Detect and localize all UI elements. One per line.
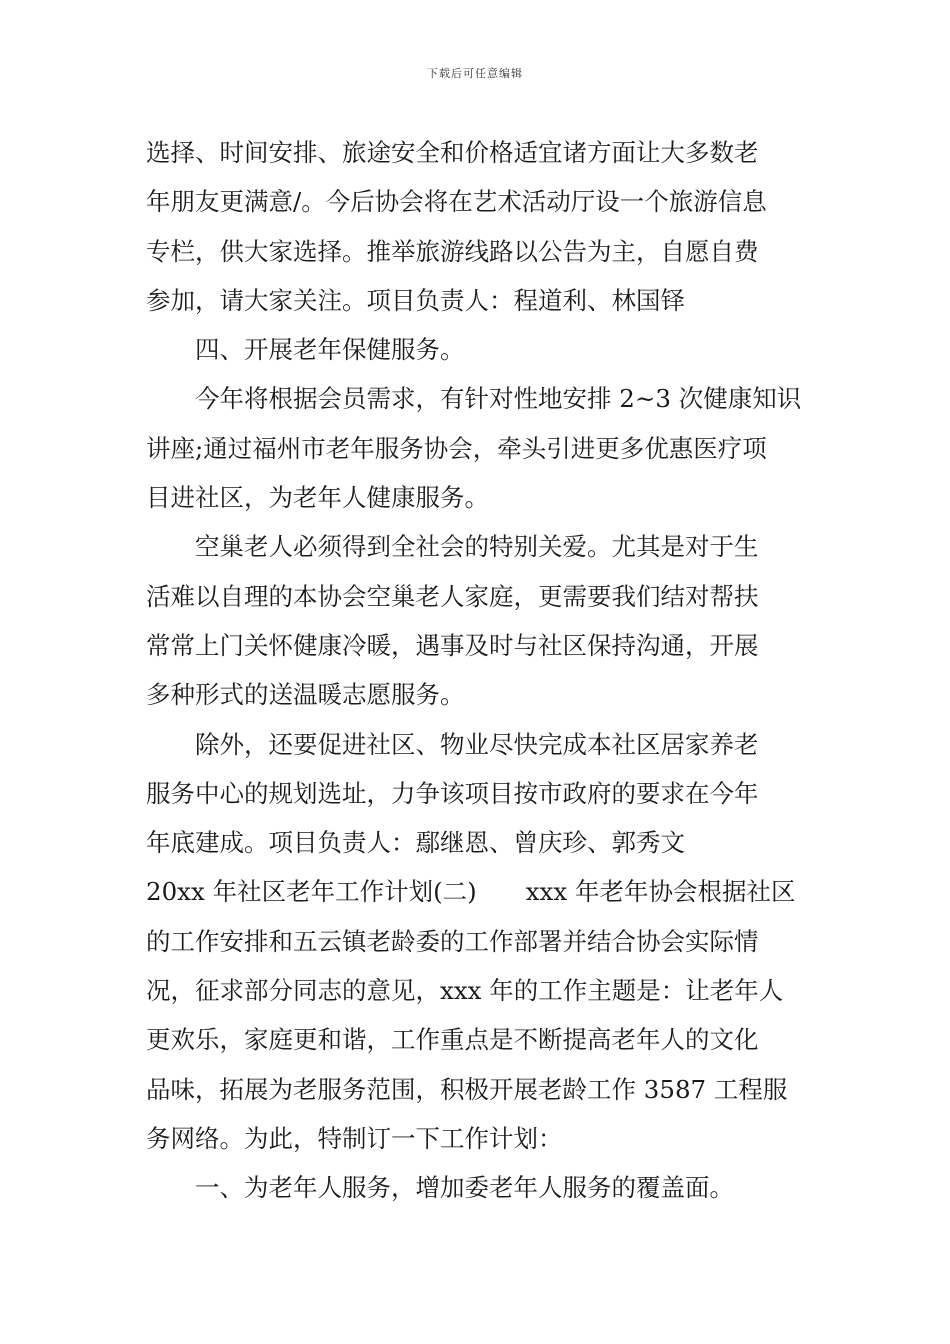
text-line: 活难以自理的本协会空巢老人家庭，更需要我们结对帮扶 <box>146 581 759 611</box>
text-line: 更欢乐，家庭更和谐，工作重点是不断提高老年人的文化 <box>146 1025 759 1055</box>
text-line: 参加，请大家关注。项目负责人：程道利、林国铎 <box>146 285 685 315</box>
text-line: 服务中心的规划选址，力争该项目按市政府的要求在今年 <box>146 778 759 808</box>
text-line: 今年将根据会员需求，有针对性地安排 2~3 次健康知识 <box>195 384 802 414</box>
text-line: 品味，拓展为老服务范围，积极开展老龄工作 3587 工程服 <box>146 1074 788 1104</box>
section-heading: 一、为老年人服务，增加委老年人服务的覆盖面。 <box>195 1173 734 1203</box>
text-line: 讲座;通过福州市老年服务协会，牵头引进更多优惠医疗项 <box>146 433 767 463</box>
text-line: 20xx 年社区老年工作计划(二) xxx 年老年协会根据社区 <box>146 877 796 907</box>
text-line: 年朋友更满意/。今后协会将在艺术活动厅设一个旅游信息 <box>146 187 767 217</box>
text-line: 年底建成。项目负责人：鄢继恩、曾庆珍、郭秀文 <box>146 828 685 858</box>
text-line: 选择、时间安排、旅途安全和价格适宜诸方面让大多数老 <box>146 138 759 167</box>
document-body <box>146 128 811 1213</box>
text-line: 务网络。为此，特制订一下工作计划： <box>146 1123 563 1153</box>
text-line: 专栏，供大家选择。推举旅游线路以公告为主，自愿自费 <box>146 236 759 266</box>
text-line: 除外，还要促进社区、物业尽快完成本社区居家养老 <box>195 729 759 759</box>
text-line: 空巢老人必须得到全社会的特别关爱。尤其是对于生 <box>195 532 759 562</box>
text-line: 常常上门关怀健康冷暖，遇事及时与社区保持沟通，开展 <box>146 630 759 660</box>
text-line: 的工作安排和五云镇老龄委的工作部署并结合协会实际情 <box>146 926 759 956</box>
text-line: 多种形式的送温暖志愿服务。 <box>146 680 465 710</box>
text-line: 况，征求部分同志的意见，xxx 年的工作主题是：让老年人 <box>146 976 784 1006</box>
section-heading: 四、开展老年保健服务。 <box>195 335 465 365</box>
page-header: 下载后可任意编辑 <box>427 67 523 80</box>
text-line: 目进社区，为老年人健康服务。 <box>146 483 489 513</box>
